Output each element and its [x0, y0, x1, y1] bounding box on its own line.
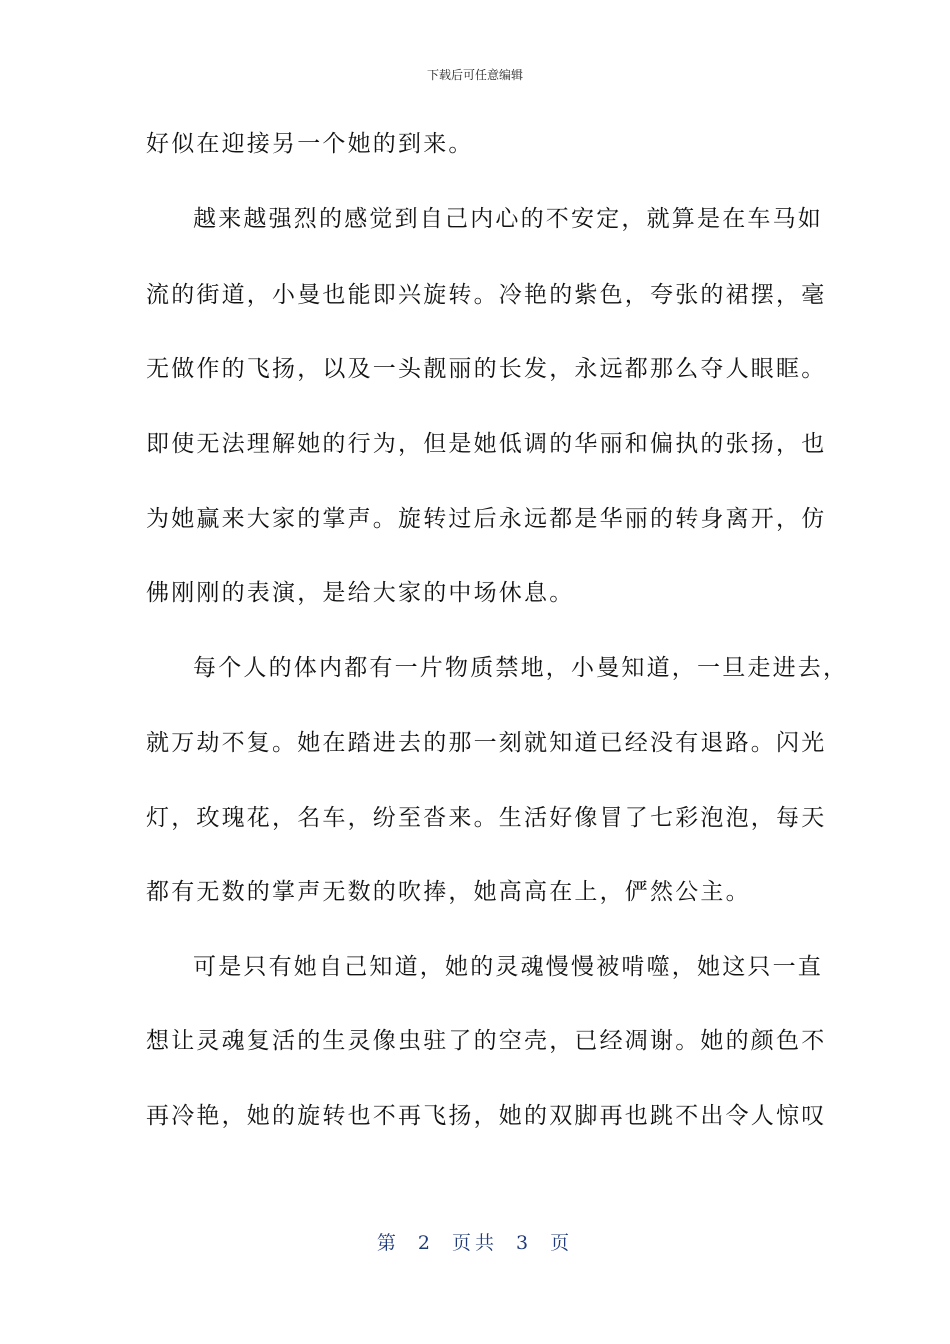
- paragraph-line: 想让灵魂复活的生灵像虫驻了的空壳，已经凋谢。她的颜色不: [146, 1028, 827, 1054]
- paragraph-line: 为她赢来大家的掌声。旋转过后永远都是华丽的转身离开，仿: [146, 506, 827, 532]
- page-number-footer: 第 2 页共 3 页: [376, 1232, 574, 1254]
- page-header: 下载后可任意编辑: [426, 68, 523, 82]
- paragraph-line: 每个人的体内都有一片物质禁地，小曼知道，一旦走进去，: [193, 655, 849, 681]
- paragraph-line: 灯，玫瑰花，名车，纷至沓来。生活好像冒了七彩泡泡，每天: [146, 805, 827, 831]
- paragraph-line: 流的街道，小曼也能即兴旋转。冷艳的紫色，夸张的裙摆，毫: [146, 282, 827, 308]
- paragraph-line: 无做作的飞扬，以及一头靓丽的长发，永远都那么夺人眼眶。: [146, 356, 827, 382]
- paragraph-line: 都有无数的掌声无数的吹捧，她高高在上，俨然公主。: [146, 879, 751, 905]
- paragraph-line: 就万劫不复。她在踏进去的那一刻就知道已经没有退路。闪光: [146, 730, 827, 756]
- paragraph-line: 即使无法理解她的行为，但是她低调的华丽和偏执的张扬，也: [146, 431, 827, 457]
- paragraph-line: 好似在迎接另一个她的到来。: [146, 131, 474, 157]
- paragraph-line: 可是只有她自己知道，她的灵魂慢慢被啃噬，她这只一直: [193, 954, 823, 980]
- paragraph-line: 越来越强烈的感觉到自己内心的不安定，就算是在车马如: [193, 206, 823, 232]
- paragraph-line: 佛刚刚的表演，是给大家的中场休息。: [146, 580, 575, 606]
- paragraph-line: 再冷艳，她的旋转也不再飞扬，她的双脚再也跳不出令人惊叹: [146, 1103, 827, 1129]
